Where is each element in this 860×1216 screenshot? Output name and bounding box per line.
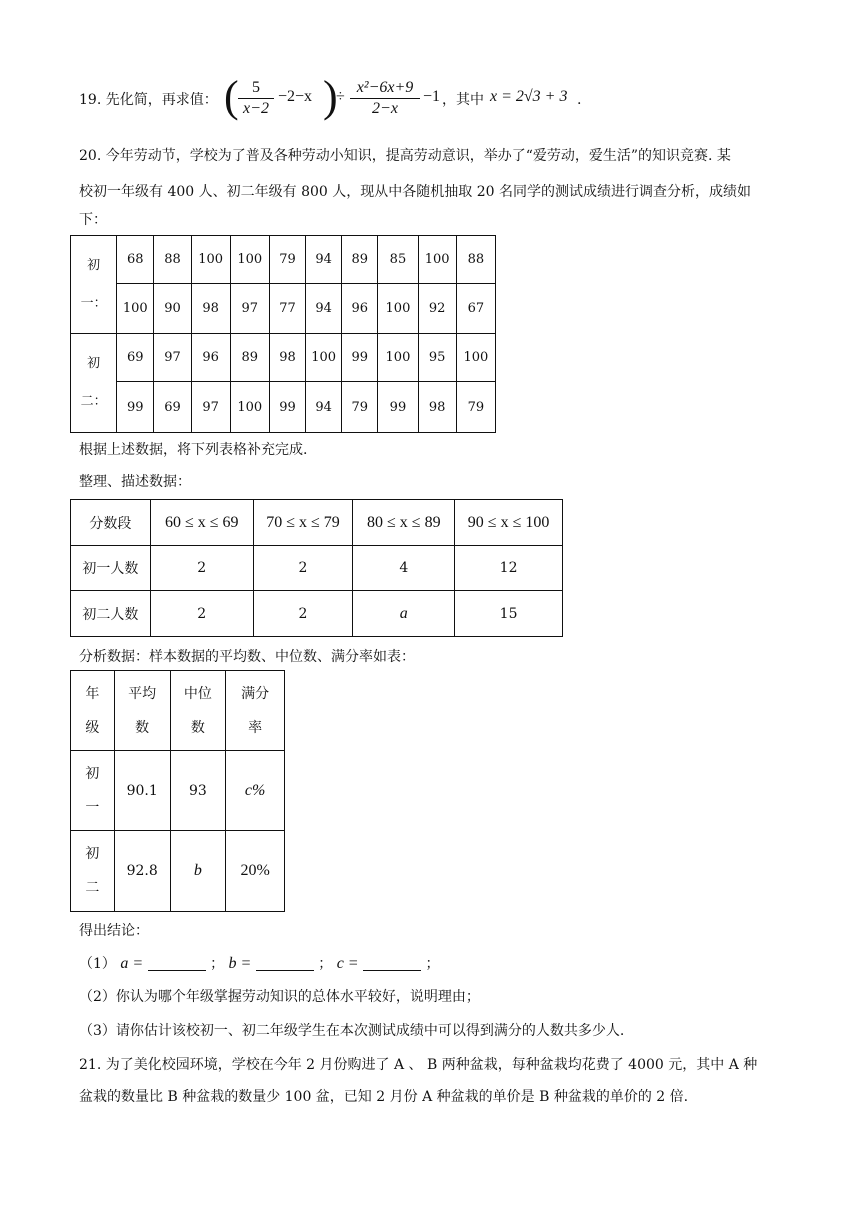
q19-tail: −1 [423, 88, 441, 105]
score-cell: 69 [154, 382, 191, 433]
q20-intro-line2: 校初一年级有 400 人、初二年级有 800 人，现从中各随机抽取 20 名同学的测试成绩进行调查分析，成绩如 [79, 184, 751, 200]
part1-line [79, 954, 440, 974]
table-row [71, 382, 496, 433]
answer-c-label: c = [336, 955, 359, 972]
score-cell: 100 [230, 236, 269, 284]
table-cell: 92.8 [114, 831, 170, 912]
table-row [71, 500, 563, 546]
score-cell: 94 [306, 284, 342, 334]
header-cell: 满分 率 [226, 671, 285, 751]
score-cell: 99 [342, 334, 378, 382]
row-label: 初 一 [71, 751, 115, 831]
table-cell: 15 [455, 591, 563, 637]
table-cell: 2 [253, 546, 353, 591]
table-cell: 90.1 [114, 751, 170, 831]
header-cell: 70 ≤ x ≤ 79 [253, 500, 353, 546]
score-cell: 79 [342, 382, 378, 433]
answer-c-blank[interactable] [363, 954, 421, 971]
header-cell: 年 级 [71, 671, 115, 751]
score-cell: 100 [306, 334, 342, 382]
score-cell: 88 [154, 236, 191, 284]
table-row [71, 236, 496, 284]
score-cell: 100 [230, 382, 269, 433]
fraction-denominator: x−2 [243, 100, 269, 117]
stats-table [70, 670, 285, 912]
q21-line2: 盆栽的数量比 B 种盆栽的数量少 100 盆，已知 2 月份 A 种盆栽的单价是 B 种盆栽的单价的 2 倍. [79, 1089, 689, 1105]
answer-a-blank[interactable] [148, 954, 206, 971]
analysis-label: 分析数据：样本数据的平均数、中位数、满分率如表： [79, 649, 415, 665]
table-row [71, 334, 496, 382]
instruction-text: 根据上述数据，将下列表格补充完成. [79, 442, 308, 458]
score-cell: 68 [117, 236, 154, 284]
table-row [71, 671, 285, 751]
answer-b-blank[interactable] [256, 954, 314, 971]
score-cell: 94 [306, 236, 342, 284]
score-cell: 79 [456, 382, 495, 433]
score-cell: 79 [269, 236, 305, 284]
table-cell-variable-a: a [353, 591, 455, 637]
q19-fraction-2 [350, 78, 420, 119]
score-cell: 97 [230, 284, 269, 334]
q19-end: . [577, 92, 582, 108]
table-cell: 93 [170, 751, 226, 831]
score-cell: 77 [269, 284, 305, 334]
answer-b-label: b = [228, 955, 252, 972]
q19-fraction-1 [238, 78, 274, 119]
score-cell: 97 [154, 334, 191, 382]
separator: ； [425, 956, 440, 972]
table-cell-variable-c: c% [226, 751, 285, 831]
header-cell: 60 ≤ x ≤ 69 [150, 500, 253, 546]
grade2-label: 初 二： [71, 334, 117, 433]
q19-x-value: x = 2√3 + 3 [490, 88, 568, 105]
score-cell: 99 [269, 382, 305, 433]
q19-divide-sign: ÷ [336, 88, 345, 105]
score-cell: 100 [191, 236, 230, 284]
header-cell: 90 ≤ x ≤ 100 [455, 500, 563, 546]
frequency-table [70, 499, 563, 637]
score-cell: 92 [418, 284, 456, 334]
fraction-denominator: 2−x [372, 100, 398, 117]
fraction-numerator: x²−6x+9 [356, 79, 414, 96]
score-cell: 69 [117, 334, 154, 382]
table-cell: 20% [226, 831, 285, 912]
q19-inner-rest: −2−x [278, 88, 313, 105]
score-cell: 90 [154, 284, 191, 334]
header-cell: 80 ≤ x ≤ 89 [353, 500, 455, 546]
scores-table [70, 235, 496, 433]
score-cell: 89 [342, 236, 378, 284]
grade1-label: 初 一： [71, 236, 117, 334]
table-row [71, 284, 496, 334]
score-cell: 98 [191, 284, 230, 334]
table-cell: 2 [150, 546, 253, 591]
score-cell: 99 [378, 382, 418, 433]
row-label: 初一人数 [71, 546, 151, 591]
table-cell: 2 [253, 591, 353, 637]
score-cell: 99 [117, 382, 154, 433]
part3-text: （3）请你估计该校初一、初二年级学生在本次测试成绩中可以得到满分的人数共多少人. [79, 1023, 625, 1039]
table-row [71, 751, 285, 831]
q21-line1: 21. 为了美化校园环境，学校在今年 2 月份购进了 A 、 B 两种盆栽，每种盆栽均花费了 4000 元，其中 A 种 [79, 1057, 758, 1073]
separator: ； [318, 956, 333, 972]
score-cell: 100 [378, 334, 418, 382]
score-cell: 95 [418, 334, 456, 382]
header-cell: 中位 数 [170, 671, 226, 751]
q20-intro-line3: 下： [79, 212, 107, 228]
conclusion-label: 得出结论： [79, 923, 149, 939]
table-row [71, 546, 563, 591]
score-cell: 100 [456, 334, 495, 382]
score-cell: 98 [418, 382, 456, 433]
q19-where: ，其中 [442, 92, 484, 108]
part1-prefix: （1） [79, 956, 116, 972]
q19-prefix: 19. 先化简，再求值： [79, 92, 218, 108]
separator: ； [210, 956, 225, 972]
table-row [71, 831, 285, 912]
fraction-numerator: 5 [252, 79, 260, 96]
score-cell: 67 [456, 284, 495, 334]
organize-label: 整理、描述数据： [79, 474, 191, 490]
table-cell-variable-b: b [170, 831, 226, 912]
score-cell: 97 [191, 382, 230, 433]
score-cell: 98 [269, 334, 305, 382]
score-cell: 85 [378, 236, 418, 284]
row-label: 初二人数 [71, 591, 151, 637]
row-label: 初 二 [71, 831, 115, 912]
table-row [71, 591, 563, 637]
header-cell: 平均 数 [114, 671, 170, 751]
score-cell: 96 [191, 334, 230, 382]
score-cell: 89 [230, 334, 269, 382]
score-cell: 96 [342, 284, 378, 334]
score-cell: 100 [418, 236, 456, 284]
q20-intro-line1: 20. 今年劳动节，学校为了普及各种劳动小知识，提高劳动意识，举办了“爱劳动，爱生活”的知识竞赛. 某 [79, 148, 731, 164]
table-cell: 4 [353, 546, 455, 591]
answer-a-label: a = [120, 955, 144, 972]
score-cell: 88 [456, 236, 495, 284]
score-cell: 100 [378, 284, 418, 334]
right-paren: ) [323, 72, 338, 121]
left-paren: ( [224, 72, 239, 121]
score-cell: 94 [306, 382, 342, 433]
header-cell: 分数段 [71, 500, 151, 546]
score-cell: 100 [117, 284, 154, 334]
table-cell: 2 [150, 591, 253, 637]
table-cell: 12 [455, 546, 563, 591]
part2-text: （2）你认为哪个年级掌握劳动知识的总体水平较好，说明理由； [79, 989, 480, 1005]
